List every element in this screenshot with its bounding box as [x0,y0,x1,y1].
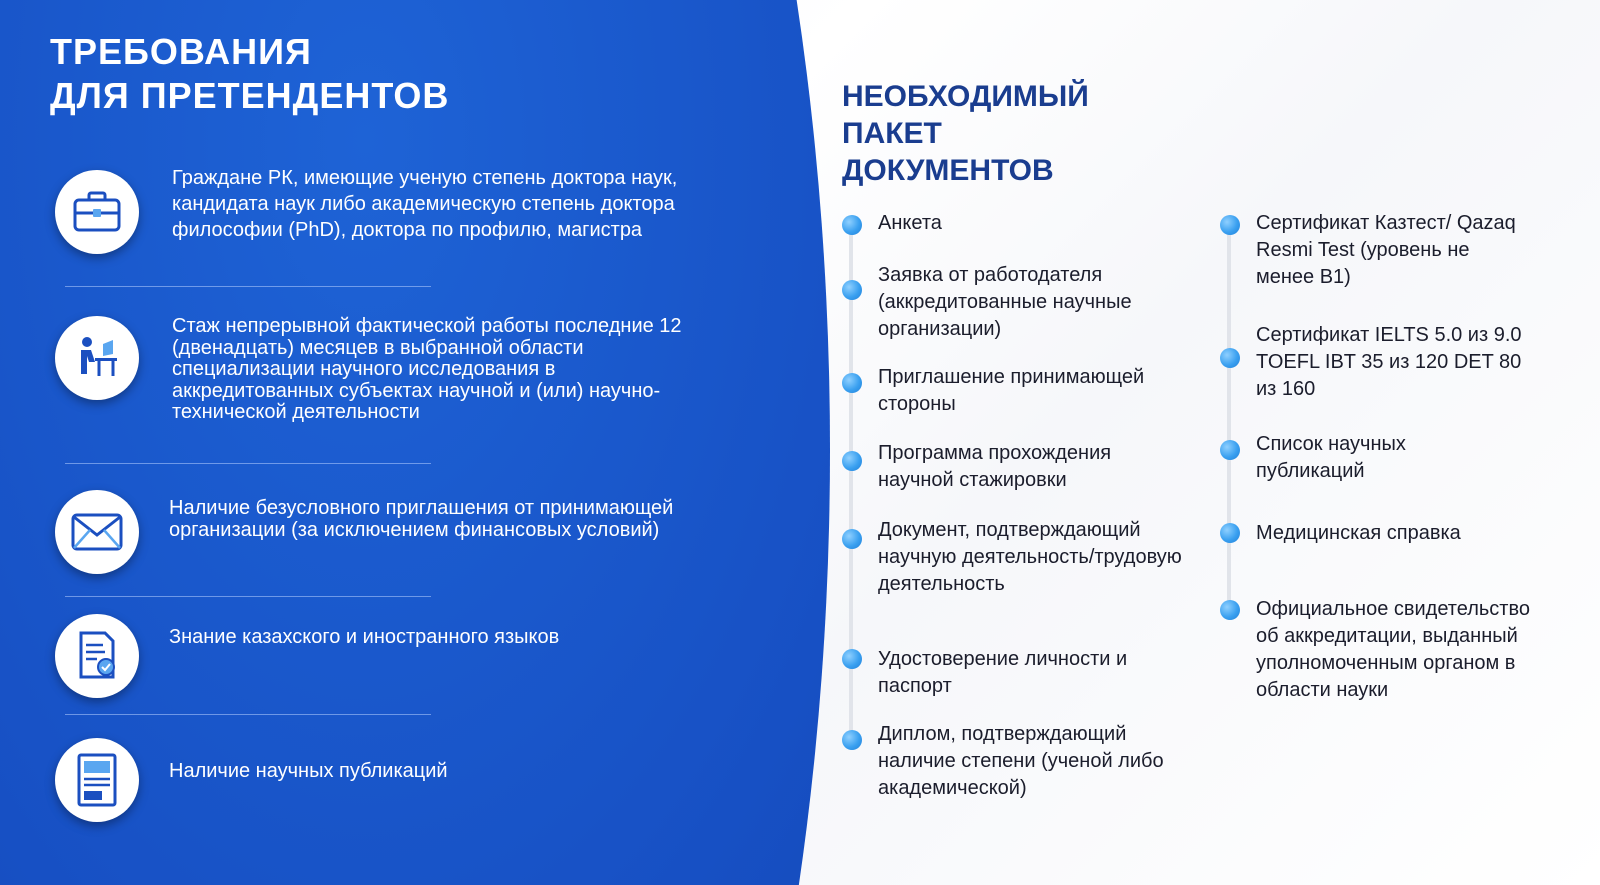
bullet-dot [1220,523,1240,543]
document-item: Диплом, подтверждающий наличие степени (ученой либо академической) [878,723,1164,799]
document-item: Сертификат Казтест/ Qazaq Resmi Test (уровень не менее В1) [1256,212,1516,288]
document-item: Официальное свидетельство об аккредитации, выданный уполномоченным органом в области науки [1256,598,1530,701]
divider [65,286,431,287]
bullet-dot [1220,348,1240,368]
bullet-dot [842,649,862,669]
requirements-title-line1: ТРЕБОВАНИЯ [50,31,312,72]
publication-document-icon [55,738,139,822]
requirement-text: Граждане РК, имеющие ученую степень доктора наук, кандидата наук либо академическую степень доктора философии (PhD), доктора по профилю, магистра [172,167,678,241]
document-item: Список научных публикаций [1256,433,1406,482]
bullet-dot [842,529,862,549]
bullet-dot [1220,600,1240,620]
bullet-dot [842,215,862,235]
document-item: Удостоверение личности и паспорт [878,648,1128,697]
requirement-text: Наличие научных публикаций [169,760,448,782]
briefcase-icon [55,170,139,254]
bullet-dot [842,280,862,300]
documents-title-line1: НЕОБХОДИМЫЙ [842,80,1089,113]
document-item: Заявка от работодателя (аккредитованные научные организации) [878,264,1132,340]
documents-title-line3: ДОКУМЕНТОВ [842,154,1054,187]
requirements-title [50,30,449,118]
certificate-document-icon [55,614,139,698]
requirements-title-line2: ДЛЯ ПРЕТЕНДЕНТОВ [50,75,450,116]
documents-title-line2: ПАКЕТ [842,117,942,150]
document-item: Анкета [878,212,942,234]
divider [65,714,431,715]
divider [65,596,431,597]
bullet-dot [1220,440,1240,460]
bullet-dot [842,451,862,471]
column-line [1227,225,1231,610]
requirement-text: Стаж непрерывной фактической работы последние 12 (двенадцать) месяцев в выбранной области специализации научного исследования в аккредитованных субъектах научной и (или) научно-технической деятельности [172,315,682,423]
documents-title [842,78,1089,189]
document-item: Сертификат IELTS 5.0 из 9.0 TOEFL IBT 35 из 120 DET 80 из 160 [1256,324,1522,400]
envelope-icon [55,490,139,574]
requirement-text: Наличие безусловного приглашения от принимающей организации (за исключением финансовых условий) [169,497,674,541]
document-item: Приглашение принимающей стороны [878,366,1145,415]
person-at-desk-icon [55,316,139,400]
divider [65,463,431,464]
document-item: Программа прохождения научной стажировки [878,442,1112,491]
bullet-dot [1220,215,1240,235]
requirement-text: Знание казахского и иностранного языков [169,626,560,648]
document-item: Медицинская справка [1256,522,1461,544]
document-item: Документ, подтверждающий научную деятельность/трудовую деятельность [878,519,1182,595]
bullet-dot [842,373,862,393]
bullet-dot [842,730,862,750]
